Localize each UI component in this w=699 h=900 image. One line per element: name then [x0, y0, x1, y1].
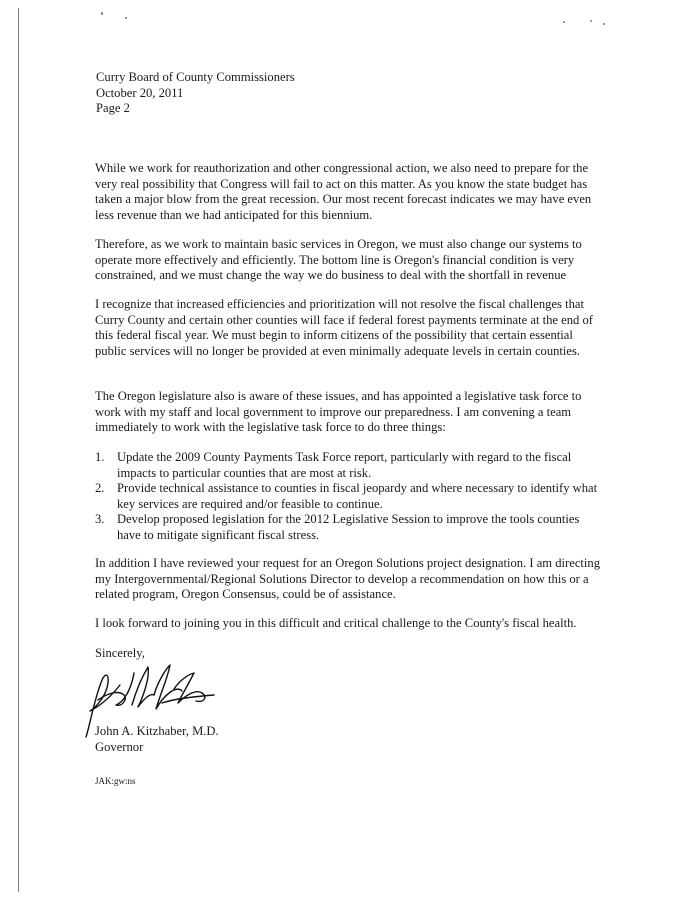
paragraph-legislature: The Oregon legislature also is aware of these issues, and has appointed a legislative task force to work with my staff and local government to improve our preparedness. I am convening a team immediately to work with the legislative task force to do three things: — [95, 389, 582, 435]
page-number: Page 2 — [96, 101, 130, 115]
recipient-line: Curry Board of County Commissioners — [96, 70, 295, 84]
scan-speck — [125, 17, 127, 19]
signer-name: John A. Kitzhaber, M.D. — [95, 724, 219, 738]
page-edge-line — [18, 8, 19, 892]
paragraph-maintain-services: Therefore, as we work to maintain basic services in Oregon, we must also change our systems to operate more effectively and efficiently. The bottom line is Oregon's financial condition is very constrained, and we must change the way we do business to deal with the shortfall in revenue — [95, 237, 582, 283]
closing-salutation: Sincerely, — [95, 646, 145, 660]
typist-initials: JAK:gw:ns — [95, 776, 136, 786]
paragraph-reauthorization: While we work for reauthorization and other congressional action, we also need to prepare for the very real possibility that Congress will fail to act on this matter. As you know the state budget has taken a major blow from the great recession. Our most recent forecast indicates we may have even less revenue than we had anticipated for this biennium. — [95, 161, 592, 222]
paragraph-oregon-solutions: In addition I have reviewed your request for an Oregon Solutions project designation. I am directing my Intergovernmental/Regional Solutions Director to develop a recommendation on how this or a related program, Oregon Consensus, could be of assistance. — [95, 556, 601, 602]
list-item — [95, 512, 605, 543]
scan-speck — [603, 23, 605, 25]
list-item — [95, 450, 605, 481]
list-item-number: 1. — [95, 450, 105, 464]
task-list — [95, 450, 605, 544]
list-item-number: 2. — [95, 481, 105, 496]
list-item-number: 3. — [95, 512, 105, 527]
date-line: October 20, 2011 — [96, 85, 184, 100]
list-item-text: Develop proposed legislation for the 2012 Legislative Session to improve the tools counties have to mitigate significant fiscal stress. — [117, 512, 580, 542]
scan-speck — [101, 12, 103, 15]
paragraph-look-forward: I look forward to joining you in this difficult and critical challenge to the County's fiscal health. — [95, 616, 577, 630]
paragraph-efficiencies: I recognize that increased efficiencies and prioritization will not resolve the fiscal challenges that Curry County and certain other counties will face if federal forest payments terminate at the end of this federal fiscal year. We must begin to inform citizens of the possibility that certain essential public services will no longer be provided at even minimally adequate levels in certain counties. — [95, 297, 593, 358]
list-item — [95, 481, 605, 512]
scan-speck — [563, 21, 565, 23]
list-item-text: Update the 2009 County Payments Task Force report, particularly with regard to the fiscal impacts to particular counties that are most at risk. — [117, 450, 572, 480]
signer-block — [95, 724, 219, 755]
list-item-text: Provide technical assistance to counties in fiscal jeopardy and where necessary to identify what key services are required and/or feasible to continue. — [117, 481, 598, 511]
signer-title: Governor — [95, 739, 144, 754]
letter-header — [96, 70, 295, 117]
scan-speck — [590, 20, 592, 22]
